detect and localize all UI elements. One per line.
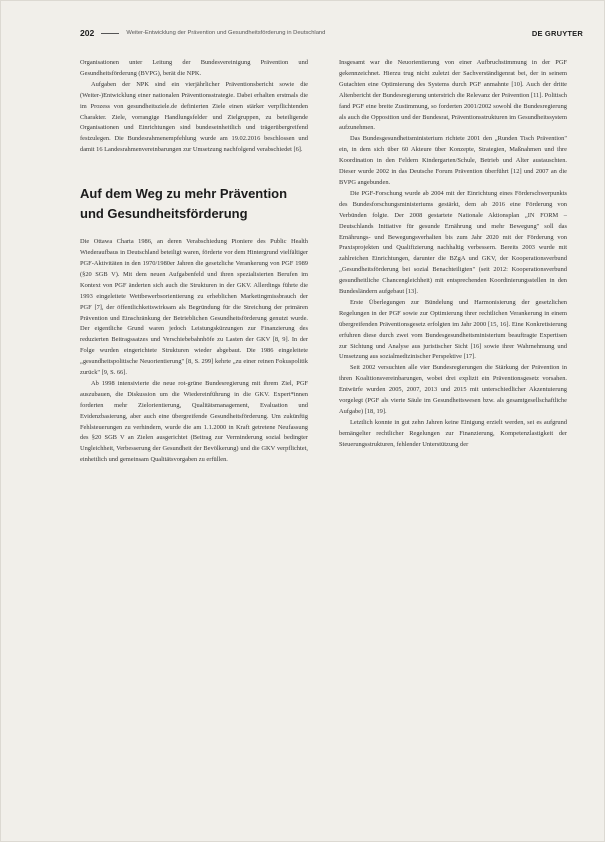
header-rule (101, 33, 119, 34)
publisher-logo: DE GRUYTER (531, 28, 583, 38)
paragraph: Letztlich konnte in gut zehn Jahren keine Einigung erzielt werden, sei es aufgrund bemängelter rechtlicher Regelungen zur Finanzierung, Kompetenzlastigkeit der Steuerungsstrukturen, fehlender Unterstützung der (339, 418, 567, 448)
section-heading: Auf dem Weg zu mehr Prävention und Gesundheitsförderung (80, 186, 288, 221)
paragraph: Erste Überlegungen zur Bündelung und Harmonisierung der gesetzlichen Regelungen in der PGF sowie zur Optimierung ihrer rechtlichen Verankerung in einem übergreifenden Präventionsgesetz erfolgten im Jahr 2000 [15, 16]. Eine Konkretisierung erfuhren diese durch zwei vom Bundesgesundheitsministerium beauftragte Expertisen zur Sichtung und Analyse aus juristischer Sicht [16] sowie ihrer Wahrnehmung und Umsetzung aus sozialmedizinischer Perspektive [17]. (339, 298, 567, 361)
paragraph: Organisationen unter Leitung der Bundesvereinigung Prävention und Gesundheitsförderung (BVPG), berät die NPK. (80, 59, 308, 77)
paragraph: Seit 2002 versuchten alle vier Bundesregierungen die Stärkung der Prävention in ihren Koalitionsvereinbarungen, wobei drei explizit ein Präventionsgesetz vorsahen. Entwürfe wurden 2005, 2007, 2013 und 2015 mit unterschiedlicher Akzentuierung vorgelegt (PGF als vierte Säule im Gesundheitswesen bzw. als gesamtgesellschaftliche Aufgabe) [18, 19]. (339, 364, 567, 415)
page-header (80, 27, 583, 39)
right-column (339, 58, 567, 451)
paragraph: Die Ottawa Charta 1986, an deren Verabschiedung Pioniere des Public Health Wiederaufbaus in Deutschland beteiligt waren, förderte vor dem Hintergrund vielfältiger PGF-Aktivitäten in den 1970/1980er Jahren die gesetzliche Verankerung von PGF 1989 (§20 SGB V). Mit dem neuen Aufgabenfeld und ihren spezialisierten Berufen im Kontext von PGF änderten sich auch die Strukturen in der GKV. Allerdings führte die 1993 eingeleitete Wettbewerbsorientierung zu erheblichen Marketingmissbrauch der PGF [7], der öffentlichkeitswirksam als Begründung für die Streichung der primären Prävention und Einschränkung der Betrieblichen Gesundheitsförderung genutzt wurde. Der eigentliche Grund waren jedoch Leistungskürzungen zur Finanzierung des reduzierten Beitragssatzes und Verschiebebahnhöfe zu Lasten der GKV [8, 9]. In der Folge wurden eingerichtete Strukturen wieder abgebaut. Die 1986 eingeleitete „gesundheitspolitische Neuorientierung" [8, S. 299] kehrte „zu einer reinen Fokuspolitik zurück" [9, S. 66]. (80, 238, 308, 377)
paragraph: Insgesamt war die Neuorientierung von einer Aufbruchstimmung in der PGF gekennzeichnet. Hierzu trug nicht zuletzt der Sachverständigenrat bei, der in seinem Gutachten eine Optimierung des Systems durch PGF anmahnte [10]. Auch der dritte Altenbericht der Bundesregierung unterstrich die Relevanz der Prävention [11]. Politisch fand PGF eine breite Zustimmung, so forderten 2001/2002 sowohl die Bundesregierung als auch die Opposition und der Bundesrat, Präventionsstrukturen im Gesundheitssystem aufzunehmen. (339, 59, 567, 132)
paragraph: Die PGF-Forschung wurde ab 2004 mit der Einrichtung eines Förderschwerpunkts des Bundesforschungsministeriums gestärkt, dem ab 2016 eine Förderung von Verbünden folgte. Der 2008 gestartete Nationale Aktionsplan „IN FORM – Deutschlands Initiative für gesunde Ernährung und mehr Bewegung" soll das Ernährungs- und Bewegungsverhalten bis zum Jahr 2020 mit der Förderung von Praxisprojekten und Qualifizierung nachhaltig verbessern. Bereits 2003 wurde mit zahlreichen Einrichtungen, darunter die BZgA und GKV, der Kooperationsverbund „Gesundheitsförderung bei sozial Benachteiligten" (seit 2012: Kooperationsverbund gesundheitliche Chancengleichheit) mit entsprechenden Koordinierungsstellen in den Bundesländern aufgebaut [13]. (339, 189, 567, 296)
paragraph: Ab 1998 intensivierte die neue rot-grüne Bundesregierung mit ihrem Ziel, PGF auszubauen, die Diskussion um die Wiedereinführung in die GKV. Expert*innen forderten mehr Zielorientierung, Qualitätsmanagement, Evaluation und Evidenzbasierung, aber auch eine übergreifende Gesundheitsförderung. Um zukünftig Fehlsteuerungen zu verhindern, wurde die am 1.1.2000 in Kraft getretene Neufassung des §20 SGB V an Zielen ausgerichtet (Beitrag zur Verminderung sozial bedingter Ungleichheit, Verbesserung der Gesundheit der Bevölkerung) und die GKV verpflichtet, einheitlich und gemeinsam Qualitätsvorgaben zu erfüllen. (80, 379, 308, 464)
paragraph: Aufgaben der NPK sind ein vierjährlicher Präventionsbericht sowie die (Weiter-)Entwicklung einer nationalen Präventionsstrategie. Dabei erhalten erstmals die im Prozess von gesundheitsziele.de definierten Ziele einen stärker verpflichtenden Charakter. Ziele, vorrangige Handlungsfelder und Zielgruppen, zu beteiligende Organisationen und Einrichtungen sind bundeseinheitlich und trägerübergreifend festzulegen. Die Bundesrahmenempfehlung wurde am 19.02.2016 beschlossen und damit 16 Landesrahmenvereinbarungen zur Umsetzung nachfolgend verabschiedet [6]. (80, 80, 308, 154)
paragraph: Das Bundesgesundheitsministerium richtete 2001 den „Runden Tisch Prävention" ein, in dem sich über 60 Akteure über Konzepte, Strategien, Maßnahmen und ihre Koordination in den Feldern Kindergarten/Schule, Betrieb und Alter austauschten. Dieser wurde 2002 in das Deutsche Forum Prävention überführt [12] und 2007 an die BVPG angebunden. (339, 135, 567, 186)
left-column (80, 58, 308, 466)
running-head: Weiter-Entwicklung der Prävention und Gesundheitsförderung in Deutschland (126, 30, 326, 36)
page-number: 202 (80, 28, 95, 38)
